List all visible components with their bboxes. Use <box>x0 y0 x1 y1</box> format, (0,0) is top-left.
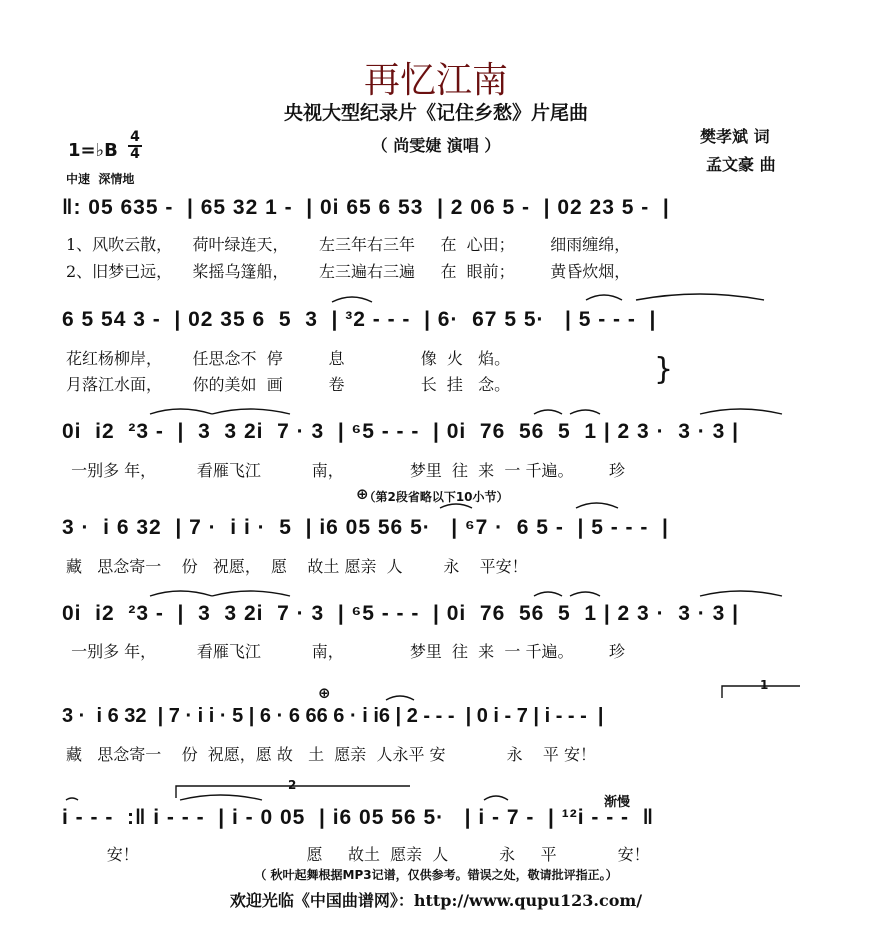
composer-credit: 孟文豪 曲 <box>706 155 776 174</box>
song-subtitle: 央视大型纪录片《记住乡愁》片尾曲 <box>283 102 588 124</box>
site-footer: 欢迎光临《中国曲谱网》：http://www.qupu123.com/ <box>229 891 643 910</box>
transcription-note: （ 秋叶起舞根据MP3记谱，仅供参考。错误之处，敬请批评指正。） <box>254 868 618 882</box>
notation-row-5: 0i i2 ²3 - | 3 3 2i 7 · 3 | ⁶5 - - - | 0i 76 56 5 1 | 2 3 · 3 · 3 | <box>62 602 739 625</box>
slur <box>570 410 600 414</box>
coda-note: （第2段省略以下10小节） <box>363 490 509 504</box>
slur <box>700 591 782 596</box>
slur <box>66 798 78 800</box>
ritardando-marking: 渐慢 <box>604 795 631 810</box>
slur <box>150 591 212 596</box>
volta-2-label: 2 <box>288 778 297 792</box>
tempo-marking: 中速 深情地 <box>66 172 135 186</box>
volta-1-label: 1 <box>760 678 769 692</box>
key-signature: 1=♭B <box>68 140 118 161</box>
song-title: 再忆江南 <box>363 60 508 101</box>
notation-row-7: i - - - :‖ i - - - | i - 0 05 | i6 05 56 5· | i - 7 - | ¹²i - - - ‖ <box>62 806 655 829</box>
notation-row-1: ‖: 05 635 - | 65 32 1 - | 0i 65 6 53 | 2 06 5 - | 02 23 5 - | <box>62 196 670 219</box>
verse-brace: } <box>654 352 674 387</box>
volta-1-bracket <box>722 686 800 698</box>
lyric-row-2-verse-1: 花红杨柳岸， 任思念不 停 息 像 火 焰。 <box>66 349 511 368</box>
slur <box>180 795 262 800</box>
slur <box>576 503 618 508</box>
slur <box>534 410 562 414</box>
time-signature-numerator: 4 <box>130 129 140 145</box>
slur <box>534 592 562 596</box>
volta-2-bracket <box>176 786 410 798</box>
lyric-row-2-verse-2: 月落江水面， 你的美如 画 卷 长 挂 念。 <box>66 375 511 394</box>
slur <box>636 294 764 300</box>
time-signature-denominator: 4 <box>128 145 142 162</box>
lyric-row-6: 藏 思念寄一 份 祝愿，愿 故 土 愿亲 人永平 安 永 平 安！ <box>66 745 597 764</box>
slur <box>150 409 212 414</box>
slur <box>212 409 290 414</box>
slur <box>700 409 782 414</box>
lyric-row-1-verse-1: 1、风吹云散， 荷叶绿连天， 左三年右三年 在 心田； 细雨缠绵， <box>66 235 631 254</box>
lyric-row-1-verse-2: 2、旧梦已远， 桨摇乌篷船， 左三遍右三遍 在 眼前； 黄昏炊烟， <box>66 262 631 281</box>
lyricist-credit: 樊孝斌 词 <box>700 127 770 146</box>
notation-row-4: 3 · i 6 32 | 7 · i i · 5 | i6 05 56 5· | ⁶7 · 6 5 - | 5 - - - | <box>62 516 669 539</box>
lyric-row-3: 一别多 年， 看雁飞江 南， 梦里 往 来 一 千遍。 珍 <box>66 461 626 480</box>
singer-credit: （ 尚雯婕 演唱 ） <box>371 136 501 155</box>
notation-row-6: 3 · i 6 32 | 7 · i i · 5 | 6 · 6 66 6 · i i6 | 2 - - - | 0 i - 7 | i - - - | <box>62 705 604 727</box>
notation-row-3: 0i i2 ²3 - | 3 3 2i 7 · 3 | ⁶5 - - - | 0i 76 56 5 1 | 2 3 · 3 · 3 | <box>62 420 739 443</box>
notation-row-2: 6 5 54 3 - | 02 35 6 5 3 | ³2 - - - | 6· 67 5 5· | 5 - - - | <box>62 308 657 331</box>
slur <box>586 295 622 300</box>
lyric-row-7: 安！ 愿 故土 愿亲 人 永 平 安！ <box>66 845 650 864</box>
lyric-row-5: 一别多 年， 看雁飞江 南， 梦里 往 来 一 千遍。 珍 <box>66 642 626 661</box>
slur <box>212 591 290 596</box>
coda-sign-icon: ⊕ <box>356 485 369 503</box>
slur <box>332 297 372 302</box>
slur <box>484 796 508 800</box>
lyric-row-4: 藏 思念寄一 份 祝愿， 愿 故土 愿亲 人 永 平安！ <box>66 557 528 576</box>
slur <box>440 504 472 508</box>
slur <box>570 592 600 596</box>
coda-sign-icon: ⊕ <box>318 684 331 702</box>
slur <box>386 696 414 700</box>
